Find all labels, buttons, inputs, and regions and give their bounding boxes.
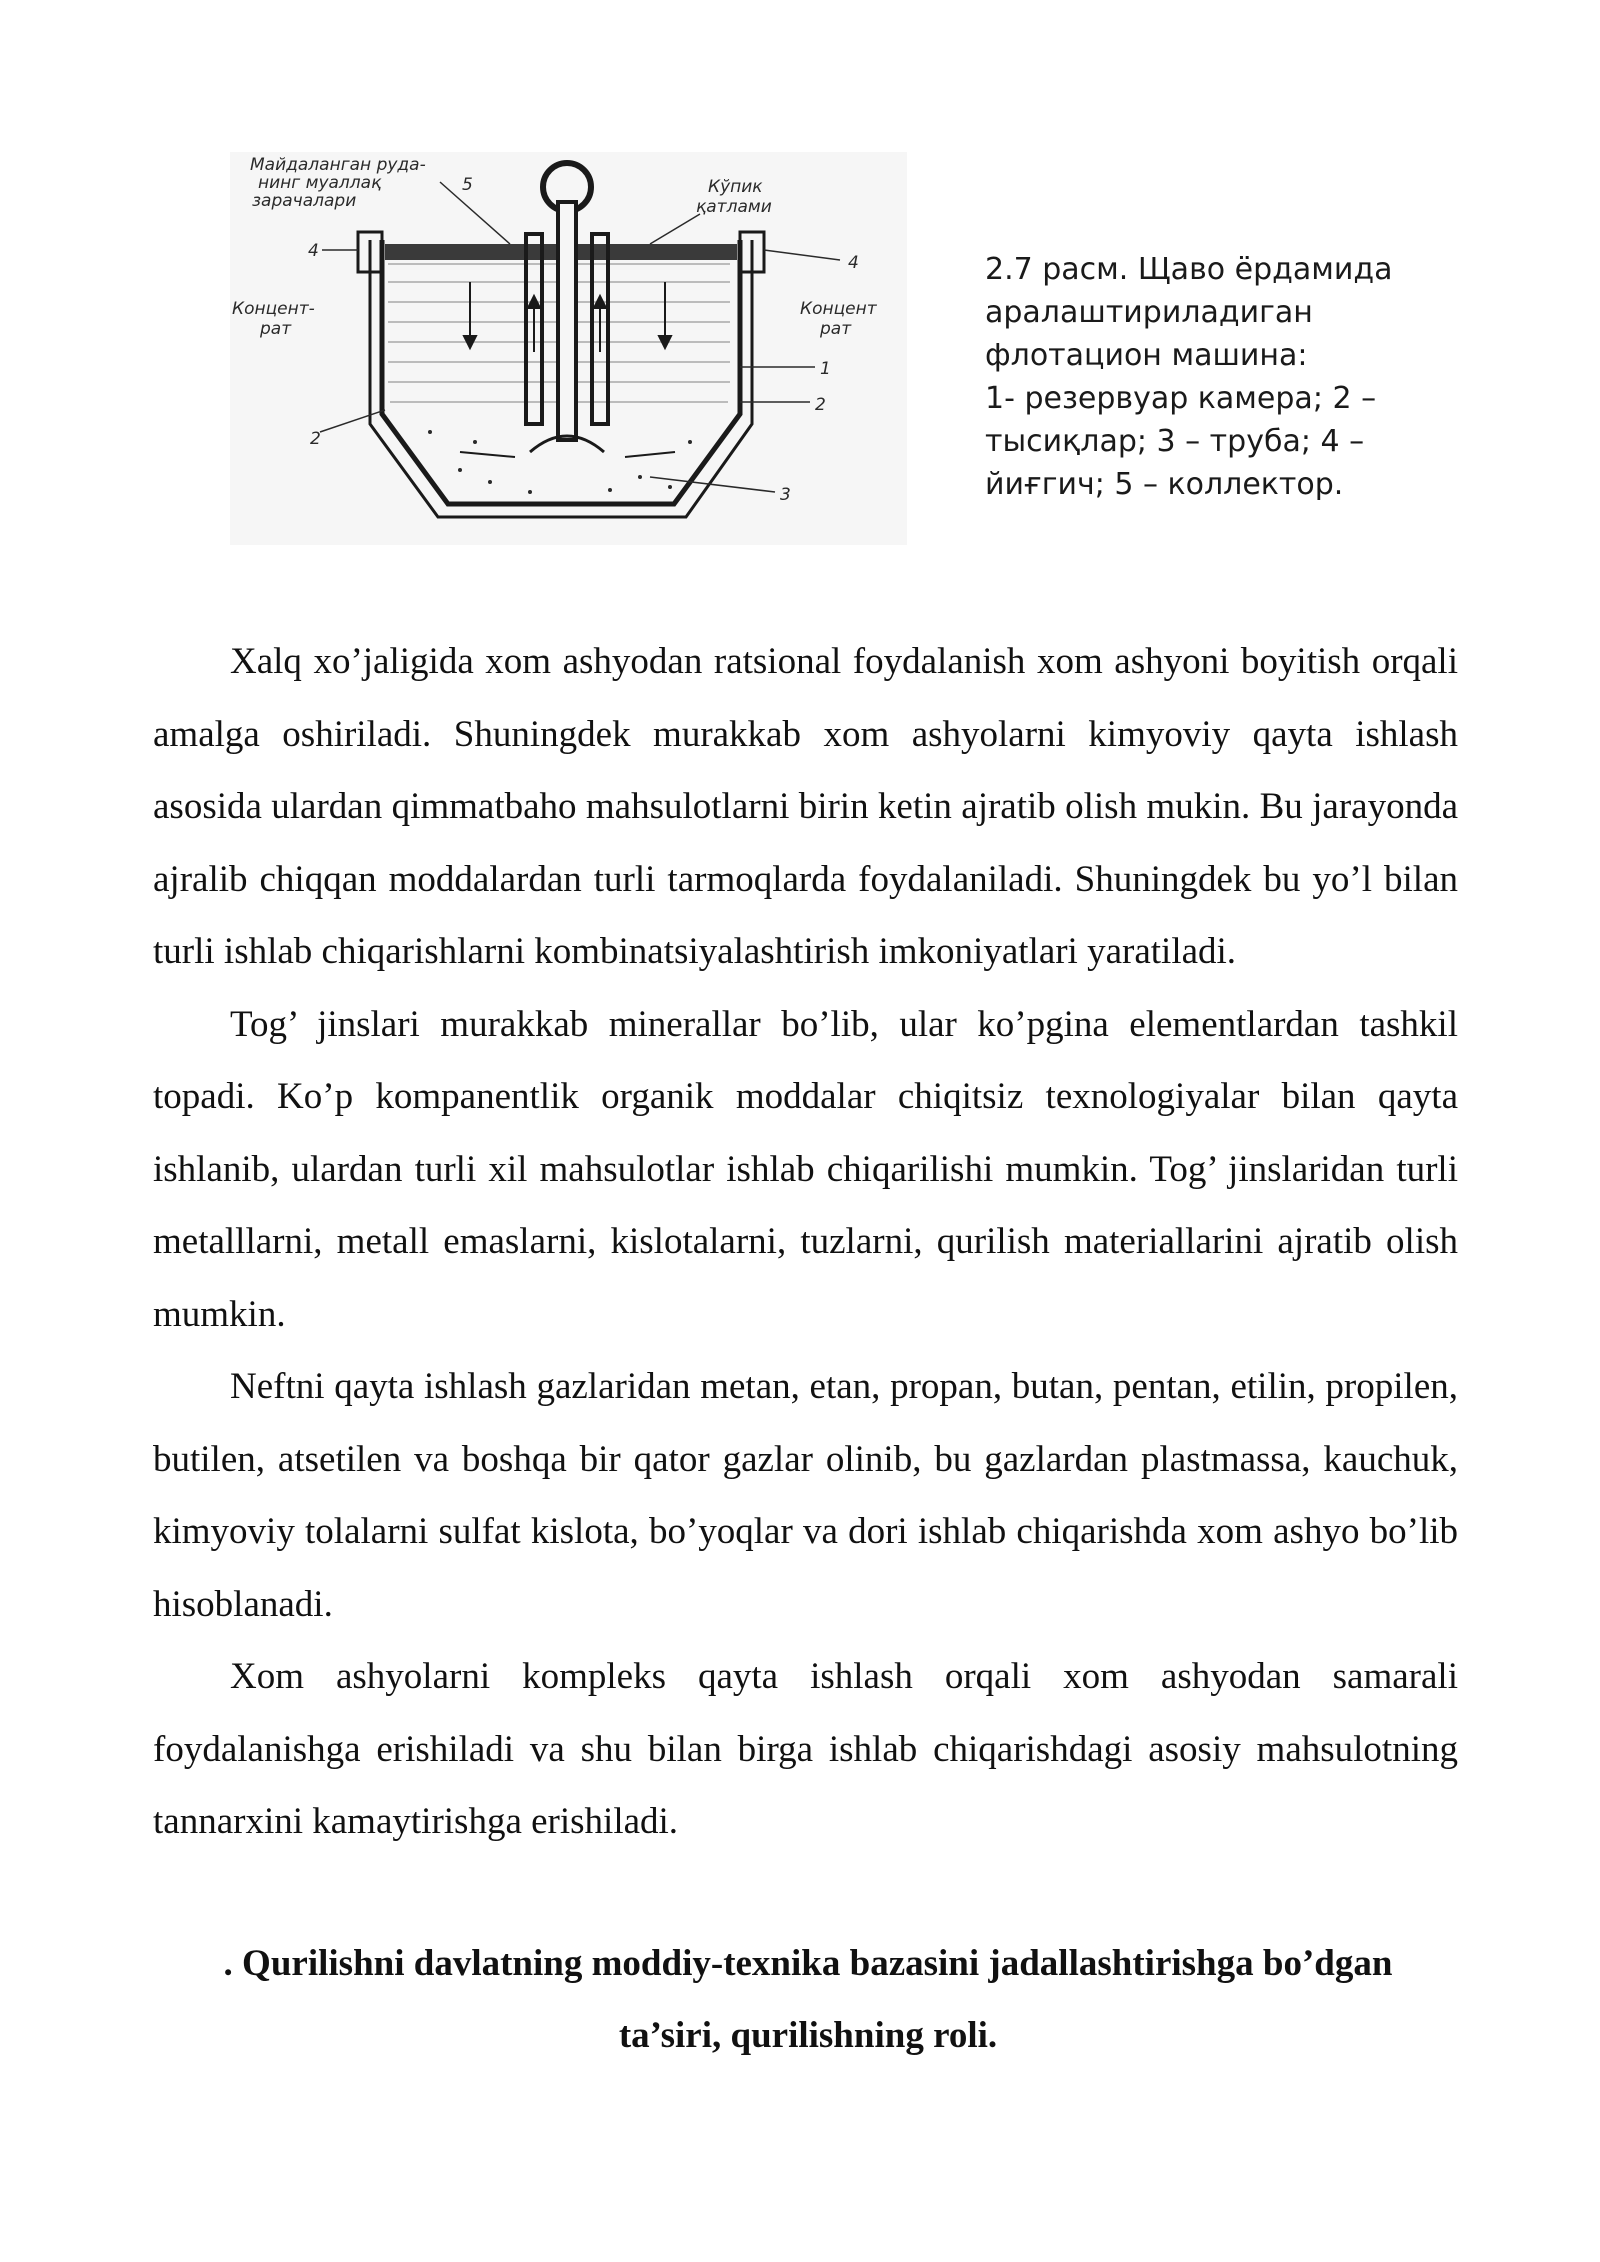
heading-line-1: . Qurilishni davlatning moddiy-texnika bazasini jadallashtirishga bo’dgan bbox=[223, 1943, 1393, 1984]
label-three: 3 bbox=[780, 485, 791, 505]
body-text bbox=[153, 626, 1458, 1859]
label-two-left: 2 bbox=[310, 429, 321, 449]
label-ore-line-2: нинг муаллақ bbox=[258, 173, 382, 193]
caption-line: аралаштириладиган bbox=[985, 295, 1313, 330]
flotation-machine-figure bbox=[230, 152, 907, 545]
paragraph: Xalq xo’jaligida xom ashyodan ratsional foydalanish xom ashyoni boyitish orqali amalga oshiriladi. Shuningdek murakkab xom ashyolarni kimyoviy qayta ishlash asosida ulardan qimmatbaho mahsulotlarni birin ketin ajratib olish mukin. Bu jarayonda ajralib chiqqan moddalardan turli tarmoqlarda foydalaniladi. Shuningdek bu yo’l bilan turli ishlab chiqarishlarni kombinatsiyalashtirish imkoniyatlari yaratiladi. bbox=[153, 641, 1458, 972]
label-one: 1 bbox=[820, 359, 831, 379]
label-foam-line-1: Кўпик bbox=[708, 177, 763, 197]
caption-line: 2.7 расм. Щаво ёрдамида bbox=[985, 252, 1393, 287]
label-foam-line-2: қатлами bbox=[696, 197, 772, 217]
flotation-machine-diagram bbox=[230, 152, 907, 545]
figure-caption bbox=[985, 248, 1405, 500]
caption-line: йиғгич; 5 – коллектор. bbox=[985, 467, 1344, 500]
label-four-right: 4 bbox=[848, 253, 859, 273]
section-heading bbox=[118, 1928, 1498, 2072]
label-conc-right-1: Концент bbox=[800, 299, 877, 319]
label-two-right: 2 bbox=[815, 395, 826, 415]
label-five: 5 bbox=[462, 175, 473, 195]
paragraph: Neftni qayta ishlash gazlaridan metan, etan, propan, butan, pentan, etilin, propilen, butilen, atsetilen va boshqa bir qator gazlar olinib, bu gazlardan plastmassa, kauchuk, kimyoviy tolalarni sulfat kislota, bo’yoqlar va dori ishlab chiqarishda xom ashyo bo’lib hisoblanadi. bbox=[153, 1366, 1458, 1625]
leader-lines bbox=[320, 182, 840, 492]
label-conc-right-2: рат bbox=[820, 319, 852, 339]
label-conc-left-2: рат bbox=[260, 319, 292, 339]
label-conc-left-1: Концент- bbox=[232, 299, 315, 319]
caption-line: флотацион машина: bbox=[985, 338, 1308, 373]
caption-line: 1- резервуар камера; 2 – bbox=[985, 381, 1377, 416]
label-ore-line-1: Майдаланган руда- bbox=[250, 155, 426, 175]
label-ore-line-3: зарачалари bbox=[252, 191, 357, 211]
label-four-left: 4 bbox=[308, 241, 319, 261]
paragraph: Xom ashyolarni kompleks qayta ishlash orqali xom ashyodan samarali foydalanishga erishiladi va shu bilan birga ishlab chiqarishdagi asosiy mahsulotning tannarxini kamaytirishga erishiladi. bbox=[153, 1656, 1458, 1842]
heading-line-2: ta’siri, qurilishning roli. bbox=[618, 2015, 998, 2056]
paragraph: Tog’ jinslari murakkab minerallar bo’lib, ular ko’pgina elementlardan tashkil topadi. Ko’p kompanentlik organik moddalar chiqitsiz texnologiyalar bilan qayta ishlanib, ulardan turli xil mahsulotlar ishlab chiqarilishi mumkin. Tog’ jinslaridan turli metalllarni, metall emaslarni, kislotalarni, tuzlarni, qurilish materiallarini ajratib olish mumkin. bbox=[153, 1003, 1458, 1335]
caption-line: тысиқлар; 3 – труба; 4 – bbox=[985, 424, 1365, 459]
central-pipe bbox=[558, 202, 576, 440]
